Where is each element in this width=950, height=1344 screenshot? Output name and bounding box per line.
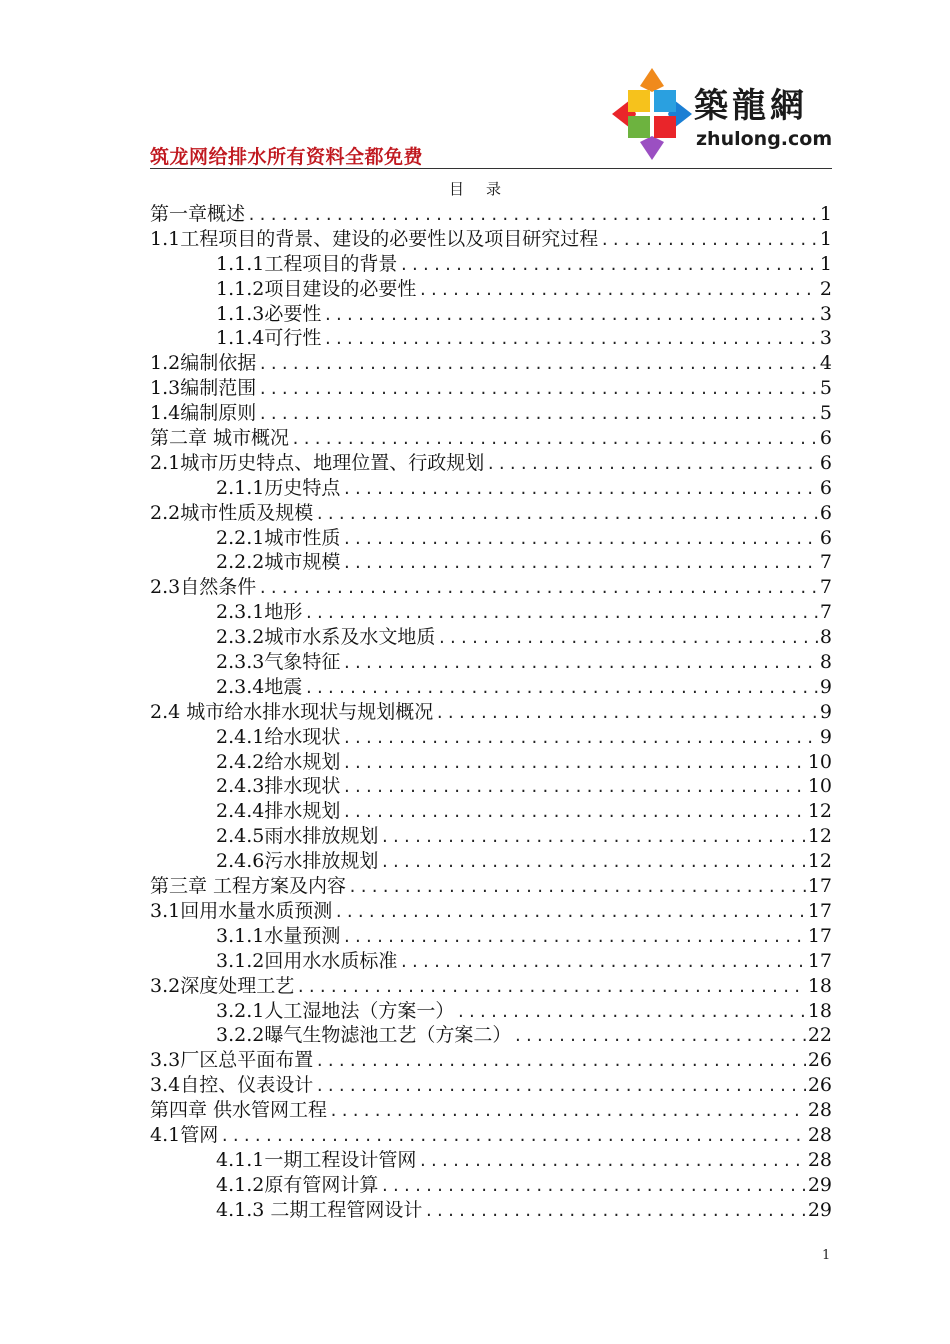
toc-entry[interactable] [150, 252, 832, 277]
toc-entry[interactable] [150, 1173, 832, 1198]
toc-leader-dots [258, 352, 818, 376]
toc-entry[interactable] [150, 974, 832, 999]
toc-leader-dots [456, 1000, 805, 1024]
toc-entry[interactable] [150, 949, 832, 974]
toc-entry[interactable] [150, 750, 832, 775]
toc-leader-dots [296, 975, 806, 999]
toc-entry-title: 4.1.2原有管网计算 [216, 1173, 379, 1196]
toc-entry[interactable] [150, 575, 832, 600]
toc-leader-dots [424, 1199, 805, 1223]
toc-leader-dots [315, 1074, 806, 1098]
toc-entry-page: 9 [819, 675, 832, 698]
toc-entry-page: 18 [807, 999, 832, 1022]
toc-entry-title: 2.3.3气象特征 [216, 651, 341, 674]
toc-entry-title: 4.1.3 二期工程管网设计 [216, 1198, 423, 1221]
toc-leader-dots [258, 576, 818, 600]
toc-entry[interactable] [150, 526, 832, 551]
toc-entry[interactable] [150, 1198, 832, 1223]
toc-entry-page: 4 [819, 352, 832, 375]
logo-domain: zhulong.com [696, 128, 833, 150]
toc-entry-title: 2.4.3排水现状 [216, 775, 341, 798]
toc-entry[interactable] [150, 227, 832, 252]
toc-leader-dots [329, 1099, 806, 1123]
toc-entry[interactable] [150, 501, 832, 526]
toc-entry-page: 28 [807, 1148, 832, 1171]
toc-leader-dots [220, 1124, 806, 1148]
toc-leader-dots [513, 1024, 805, 1048]
toc-entry-title: 2.2.2城市规模 [216, 551, 341, 574]
toc-entry[interactable] [150, 774, 832, 799]
toc-entry-title: 2.1城市历史特点、地理位置、行政规划 [150, 451, 485, 474]
toc-title: 目录 [448, 180, 523, 198]
toc-entry[interactable] [150, 1048, 832, 1073]
toc-entry-page: 3 [819, 327, 832, 350]
toc-leader-dots [342, 477, 818, 501]
toc-entry[interactable] [150, 550, 832, 575]
toc-leader-dots [342, 726, 818, 750]
toc-leader-dots [435, 701, 818, 725]
toc-entry-title: 3.1.1水量预测 [216, 924, 341, 947]
toc-leader-dots [418, 278, 818, 302]
toc-entry-title: 1.1.1工程项目的背景 [216, 252, 398, 275]
toc-entry[interactable] [150, 401, 832, 426]
toc-entry[interactable] [150, 799, 832, 824]
header-divider [150, 168, 832, 169]
toc-entry-page: 7 [819, 551, 832, 574]
toc-leader-dots [600, 228, 818, 252]
toc-entry[interactable] [150, 725, 832, 750]
toc-entry-page: 6 [819, 476, 832, 499]
toc-entry[interactable] [150, 999, 832, 1024]
toc-entry-page: 2 [819, 277, 832, 300]
toc-entry-title: 2.3.2城市水系及水文地质 [216, 626, 436, 649]
toc-leader-dots [258, 402, 818, 426]
toc-entry-page: 18 [807, 974, 832, 997]
toc-entry-title: 1.2编制依据 [150, 352, 257, 375]
toc-entry-page: 12 [807, 825, 832, 848]
logo-star-icon [612, 68, 692, 160]
toc-entry-title: 2.4.1给水现状 [216, 725, 341, 748]
toc-entry-page: 3 [819, 302, 832, 325]
toc-entry-title: 1.4编制原则 [150, 402, 257, 425]
toc-entry[interactable] [150, 451, 832, 476]
toc-leader-dots [342, 551, 818, 575]
toc-entry-page: 9 [819, 725, 832, 748]
toc-entry[interactable] [150, 849, 832, 874]
toc-entry[interactable] [150, 650, 832, 675]
toc-entry[interactable] [150, 1123, 832, 1148]
toc-entry-page: 6 [819, 501, 832, 524]
toc-entry-title: 2.2.1城市性质 [216, 526, 341, 549]
toc-leader-dots [380, 825, 805, 849]
toc-entry-page: 5 [819, 377, 832, 400]
toc-entry[interactable] [150, 277, 832, 302]
toc-entry-page: 26 [807, 1049, 832, 1072]
toc-entry-page: 28 [807, 1099, 832, 1122]
toc-entry-title: 3.2深度处理工艺 [150, 974, 295, 997]
toc-leader-dots [418, 1149, 805, 1173]
toc-entry-page: 1 [819, 227, 832, 250]
toc-entry-title: 1.1.2项目建设的必要性 [216, 277, 417, 300]
zhulong-logo [612, 68, 832, 160]
toc-entry-page: 6 [819, 526, 832, 549]
toc-entry[interactable] [150, 376, 832, 401]
toc-entry-title: 1.1工程项目的背景、建设的必要性以及项目研究过程 [150, 227, 599, 250]
toc-entry-title: 第一章概述 [150, 203, 246, 225]
toc-entry-page: 8 [819, 651, 832, 674]
toc-entry-title: 3.2.2曝气生物滤池工艺（方案二） [216, 1024, 512, 1047]
toc-entry[interactable] [150, 351, 832, 376]
toc-entry-page: 10 [807, 775, 832, 798]
toc-entry-title: 2.2城市性质及规模 [150, 501, 314, 524]
toc-entry[interactable] [150, 874, 832, 899]
toc-leader-dots [380, 850, 805, 874]
toc-entry-title: 2.3.4地震 [216, 675, 303, 698]
toc-entry-page: 17 [807, 899, 832, 922]
toc-leader-dots [437, 626, 818, 650]
toc-entry-page: 29 [807, 1173, 832, 1196]
toc-entry[interactable] [150, 302, 832, 327]
toc-entry-page: 5 [819, 402, 832, 425]
toc-leader-dots [315, 1049, 806, 1073]
toc-entry-title: 3.1回用水量水质预测 [150, 899, 333, 922]
toc-entry-page: 22 [807, 1024, 832, 1047]
toc-entry-page: 12 [807, 850, 832, 873]
toc-entry[interactable] [150, 824, 832, 849]
toc-entry[interactable] [150, 426, 832, 451]
toc-entry-title: 2.4 城市给水排水现状与规划概况 [150, 700, 434, 723]
toc-leader-dots [342, 925, 805, 949]
toc-entry[interactable] [150, 326, 832, 351]
toc-entry-title: 2.3自然条件 [150, 576, 257, 599]
toc-entry-page: 26 [807, 1074, 832, 1097]
toc-leader-dots [323, 303, 818, 327]
toc-leader-dots [258, 377, 818, 401]
toc-entry-title: 第三章 工程方案及内容 [150, 875, 347, 898]
toc-entry-page: 1 [819, 252, 832, 275]
toc-entry[interactable] [150, 675, 832, 700]
toc-entry[interactable] [150, 1073, 832, 1098]
toc-entry-title: 1.1.4可行性 [216, 327, 322, 350]
toc-entry[interactable] [150, 1148, 832, 1173]
toc-entry-page: 6 [819, 427, 832, 450]
toc-entry-page: 29 [807, 1198, 832, 1221]
toc-entry-page: 17 [807, 949, 832, 972]
toc-leader-dots [342, 527, 818, 551]
toc-entry-page: 1 [819, 203, 832, 225]
toc-entry[interactable] [150, 899, 832, 924]
toc-entry-title: 1.3编制范围 [150, 377, 257, 400]
toc-leader-dots [399, 253, 818, 277]
toc-entry-title: 3.3厂区总平面布置 [150, 1049, 314, 1072]
toc-leader-dots [342, 751, 805, 775]
table-of-contents [150, 202, 832, 1223]
toc-leader-dots [380, 1174, 805, 1198]
toc-entry-page: 12 [807, 800, 832, 823]
toc-entry[interactable] [150, 625, 832, 650]
toc-entry-title: 3.4自控、仪表设计 [150, 1074, 314, 1097]
toc-entry-title: 2.4.5雨水排放规划 [216, 825, 379, 848]
toc-entry[interactable] [150, 924, 832, 949]
toc-leader-dots [342, 651, 818, 675]
toc-entry-title: 1.1.3必要性 [216, 302, 322, 325]
toc-leader-dots [247, 203, 818, 227]
toc-leader-dots [486, 452, 818, 476]
toc-leader-dots [315, 502, 818, 526]
header-slogan: 筑龙网给排水所有资料全都免费 [150, 146, 424, 168]
toc-entry-page: 6 [819, 451, 832, 474]
toc-entry-title: 第四章 供水管网工程 [150, 1099, 328, 1122]
toc-entry-page: 17 [807, 875, 832, 898]
toc-entry[interactable] [150, 1098, 832, 1123]
toc-entry-title: 2.3.1地形 [216, 601, 303, 624]
toc-leader-dots [304, 676, 818, 700]
toc-entry[interactable] [150, 600, 832, 625]
toc-entry-page: 7 [819, 576, 832, 599]
toc-leader-dots [323, 327, 818, 351]
toc-entry-page: 10 [807, 750, 832, 773]
toc-entry[interactable] [150, 202, 832, 227]
toc-entry-title: 2.4.4排水规划 [216, 800, 341, 823]
toc-entry-page: 17 [807, 924, 832, 947]
logo-chinese-name: 築龍網 [694, 86, 808, 126]
toc-leader-dots [342, 775, 805, 799]
toc-leader-dots [342, 800, 805, 824]
toc-entry-page: 8 [819, 626, 832, 649]
toc-leader-dots [348, 875, 806, 899]
toc-leader-dots [334, 900, 806, 924]
toc-entry-title: 2.1.1历史特点 [216, 476, 341, 499]
toc-entry-title: 2.4.6污水排放规划 [216, 850, 379, 873]
toc-leader-dots [399, 950, 805, 974]
toc-leader-dots [291, 427, 818, 451]
toc-leader-dots [304, 601, 818, 625]
toc-entry-page: 9 [819, 700, 832, 723]
toc-entry[interactable] [150, 700, 832, 725]
toc-entry-title: 4.1管网 [150, 1123, 219, 1146]
toc-entry-title: 2.4.2给水规划 [216, 750, 341, 773]
toc-entry-title: 第二章 城市概况 [150, 427, 290, 450]
toc-entry-title: 3.1.2回用水水质标准 [216, 949, 398, 972]
toc-entry-page: 7 [819, 601, 832, 624]
toc-entry-title: 3.2.1人工湿地法（方案一） [216, 999, 455, 1022]
toc-entry[interactable] [150, 476, 832, 501]
toc-entry-title: 4.1.1一期工程设计管网 [216, 1148, 417, 1171]
toc-entry-page: 28 [807, 1123, 832, 1146]
toc-entry[interactable] [150, 1023, 832, 1048]
page-number: 1 [822, 1248, 831, 1263]
